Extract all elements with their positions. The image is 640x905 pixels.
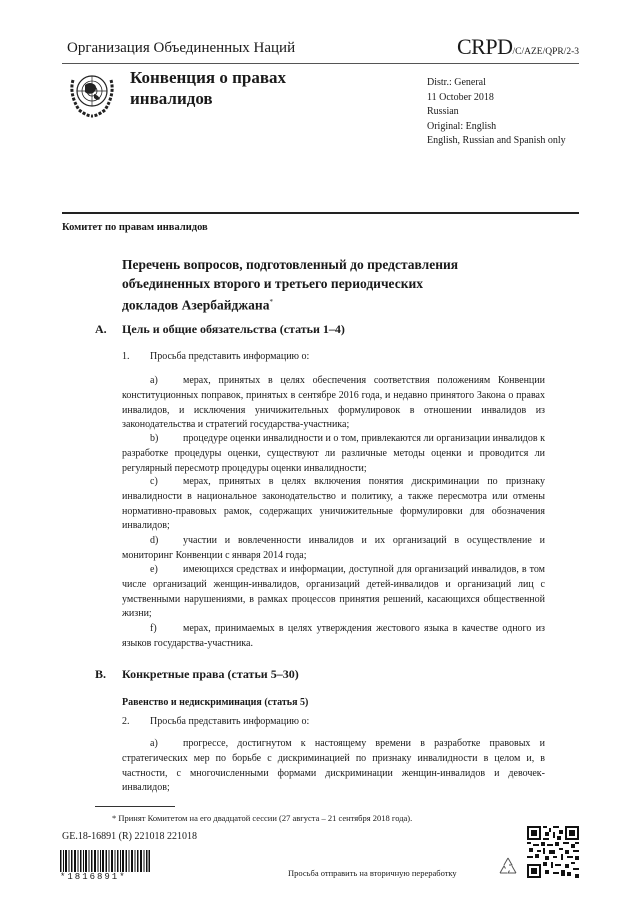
item-letter: c)	[150, 476, 158, 487]
section-label: A.	[95, 322, 107, 336]
item-text: мерах, принимаемых в целях утверждения жестового языка в качестве одного из языков государства-участника.	[122, 623, 545, 649]
list-item	[122, 622, 545, 652]
issue-date: 11 October 2018	[427, 91, 494, 103]
title-rule	[62, 212, 579, 214]
item-text: мерах, принятых в целях включения понятия дискриминации по признаку инвалидности в национальное законодательство и политику, а также пересмотра или отмены нормативно-правовых рамок, содержащих уничижительные формулировки для обозначения инвалидов;	[122, 476, 545, 532]
convention-title-line1: Конвенция о правах	[130, 68, 287, 87]
list-item	[122, 475, 545, 534]
item-letter: d)	[150, 535, 159, 546]
document-meta	[427, 76, 566, 149]
barcode-icon	[60, 850, 150, 872]
convention-title	[130, 67, 286, 109]
symbol-main: CRPD	[457, 34, 513, 59]
distribution: Distr.: General	[427, 77, 486, 88]
subsection-heading: Равенство и недискриминация (статья 5)	[122, 697, 309, 708]
paragraph-number: 2.	[122, 716, 130, 727]
list-item	[122, 534, 545, 564]
original-language: Original: English	[427, 120, 497, 132]
list-item	[122, 737, 545, 796]
document-title-line2: объединенных второго и третьего периодических	[122, 276, 424, 291]
paragraph-intro: Просьба представить информацию о:	[150, 351, 310, 362]
recycle-notice: Просьба отправить на вторичную переработку	[288, 868, 457, 878]
section-title: Конкретные права (статьи 5–30)	[122, 667, 299, 681]
document-symbol	[457, 34, 579, 60]
item-text: участии и вовлеченности инвалидов и их организаций в осуществление и мониторинг Конвенции с января 2014 года;	[122, 535, 545, 561]
header-rule	[62, 63, 579, 64]
symbol-suffix: /C/AZE/QPR/2-3	[512, 47, 579, 57]
footnote-mark[interactable]: *	[269, 298, 273, 306]
section-heading-b	[95, 667, 555, 683]
job-number: GE.18-16891 (R) 221018 221018	[62, 831, 197, 842]
item-text: прогрессе, достигнутом к настоящему времени в разработке правовых и стратегических мер по борьбе с дискриминацией по признаку инвалидности в целом и, в частности, с многочисленными формами дискриминации женщин-инвалидов и девочек-инвалидов;	[122, 738, 545, 794]
document-title-line1: Перечень вопросов, подготовленный до представления	[122, 257, 459, 272]
item-letter: f)	[150, 623, 157, 634]
recycle-icon	[496, 855, 520, 879]
committee-name: Комитет по правам инвалидов	[62, 222, 208, 233]
item-letter: e)	[150, 564, 158, 575]
un-emblem-icon	[67, 68, 117, 118]
paragraph-number: 1.	[122, 351, 130, 362]
list-item	[122, 432, 545, 476]
paragraph-2-intro	[122, 716, 542, 730]
paragraph-intro: Просьба представить информацию о:	[150, 716, 310, 727]
section-label: B.	[95, 667, 107, 681]
item-letter: b)	[150, 433, 159, 444]
footnote: * Принят Комитетом на его двадцатой сессии (27 августа – 21 сентября 2018 года).	[112, 813, 413, 823]
item-text: имеющихся средствах и информации, доступной для организаций инвалидов, в том числе организаций женщин-инвалидов, организаций детей-инвалидов и организаций лиц с умственными нарушениями, в рамках процессов принятия решений, касающихся общественной жизни;	[122, 564, 545, 620]
paragraph-1-intro	[122, 351, 542, 365]
item-letter: a)	[150, 738, 158, 749]
organization-name: Организация Объединенных Наций	[67, 40, 296, 56]
list-item	[122, 563, 545, 622]
languages-only: English, Russian and Spanish only	[427, 135, 566, 146]
language: Russian	[427, 106, 459, 117]
document-title-line3: докладов Азербайджана	[122, 297, 270, 313]
qr-code-icon	[527, 826, 579, 878]
list-item	[122, 374, 545, 433]
section-heading-a	[95, 322, 555, 338]
section-title: Цель и общие обязательства (статьи 1–4)	[122, 322, 345, 336]
item-text: процедуре оценки инвалидности и о том, привлекаются ли организации инвалидов к разработке процедуры оценки, существуют ли различные методы оценки и проводится ли регулярный пересмотр процедуры оценки инвалидности;	[122, 433, 545, 474]
document-title	[122, 255, 542, 315]
footnote-rule	[95, 806, 175, 807]
convention-title-line2: инвалидов	[130, 89, 213, 108]
item-text: мерах, принятых в целях обеспечения соответствия положениям Конвенции конституционных поправок, принятых в сентябре 2016 года, и недавно принятого Закона о правах инвалидов, и исключения уничижительных формулировок в отношении инвалидов из законодательства и стратегий государства-участника;	[122, 375, 545, 431]
barcode-number: *1816891*	[60, 872, 127, 882]
item-letter: a)	[150, 375, 158, 386]
